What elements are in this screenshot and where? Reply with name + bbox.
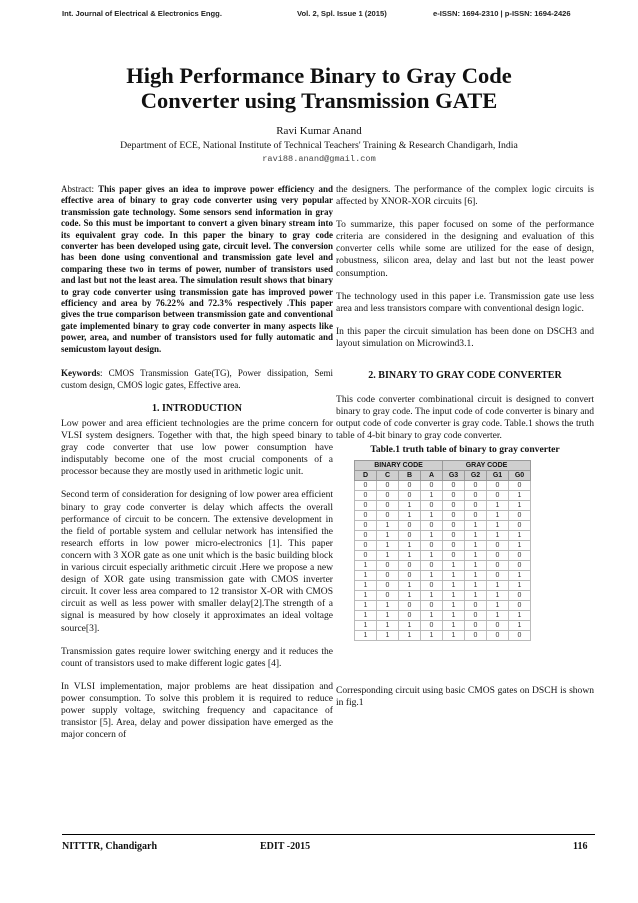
author-email: ravi88.anand@gmail.com [262, 154, 376, 164]
table-cell: 1 [509, 570, 531, 580]
table-cell: 1 [355, 620, 377, 630]
table-cell: 1 [377, 520, 399, 530]
table-cell: 0 [509, 550, 531, 560]
table-cell: 1 [443, 630, 465, 640]
journal-volume: Vol. 2, Spl. Issue 1 (2015) [297, 9, 387, 18]
table-cell: 1 [377, 630, 399, 640]
table-cell: 1 [377, 550, 399, 560]
table-cell: 0 [465, 480, 487, 490]
table-cell: 1 [465, 580, 487, 590]
table-cell: 0 [355, 490, 377, 500]
table-cell: 1 [399, 510, 421, 520]
table-cell: 1 [421, 590, 443, 600]
table-row [355, 520, 531, 530]
table-cell: 1 [421, 510, 443, 520]
truth-table-body [355, 480, 531, 640]
table-cell: 0 [509, 480, 531, 490]
table-cell: 1 [509, 530, 531, 540]
table-cell: 1 [465, 520, 487, 530]
table-cell: 0 [377, 560, 399, 570]
table-row [355, 500, 531, 510]
table-cell: 0 [421, 520, 443, 530]
table-cell: 1 [421, 630, 443, 640]
table-cell: 0 [443, 510, 465, 520]
table-cell: 0 [399, 480, 421, 490]
figure-reference-text: Corresponding circuit using basic CMOS gates on DSCH is shown in fig.1 [336, 684, 594, 708]
table-cell: 1 [421, 490, 443, 500]
table-cell: 1 [443, 590, 465, 600]
table-cell: 1 [509, 540, 531, 550]
table-cell: 1 [443, 570, 465, 580]
table-cell: 1 [355, 600, 377, 610]
table-cell: 0 [465, 600, 487, 610]
table-cell: 0 [355, 550, 377, 560]
journal-name: Int. Journal of Electrical & Electronics Engg. [62, 9, 222, 18]
table-cell: 0 [355, 540, 377, 550]
table-cell: 1 [443, 560, 465, 570]
table-cell: 0 [443, 500, 465, 510]
table-cell: 1 [465, 530, 487, 540]
table-cell: 0 [509, 520, 531, 530]
table-cell: 0 [443, 540, 465, 550]
truth-table [354, 460, 531, 641]
table-cell: 0 [421, 480, 443, 490]
table-cell: 1 [509, 610, 531, 620]
table-cell: 0 [443, 480, 465, 490]
table-cell: 1 [377, 530, 399, 540]
table-cell: 0 [377, 580, 399, 590]
table-cell: 1 [355, 610, 377, 620]
binary-code-header: BINARY CODE [355, 460, 443, 470]
paper-title [40, 63, 598, 113]
table-row [355, 590, 531, 600]
table-cell: 0 [421, 560, 443, 570]
table-cell: 0 [399, 490, 421, 500]
table-cell: 0 [487, 540, 509, 550]
table-cell: 0 [377, 480, 399, 490]
table-cell: 1 [421, 530, 443, 540]
table-cell: 1 [399, 620, 421, 630]
table-cell: 1 [509, 490, 531, 500]
table-cell: 0 [355, 510, 377, 520]
author-affiliation: Department of ECE, National Institute of Technical Teachers' Training & Research Chandigarh, India [120, 140, 518, 151]
table-cell: 0 [377, 500, 399, 510]
table-cell: 0 [355, 530, 377, 540]
table-row [355, 580, 531, 590]
table-cell: 0 [377, 590, 399, 600]
table-row [355, 530, 531, 540]
column-header: C [377, 470, 399, 480]
truth-table-column-row [355, 470, 531, 480]
title-line-1: High Performance Binary to Gray Code [126, 63, 512, 88]
table-cell: 0 [421, 580, 443, 590]
abstract [61, 184, 333, 355]
table-cell: 0 [509, 510, 531, 520]
table-row [355, 550, 531, 560]
column-header: B [399, 470, 421, 480]
table-cell: 0 [421, 540, 443, 550]
table-cell: 0 [465, 500, 487, 510]
table-cell: 1 [377, 540, 399, 550]
table-cell: 1 [399, 580, 421, 590]
keywords-text: : CMOS Transmission Gate(TG), Power dissipation, Semi custom design, CMOS logic gates, Effective area. [61, 368, 333, 390]
table-cell: 0 [487, 490, 509, 500]
table-cell: 1 [465, 570, 487, 580]
page-number: 116 [573, 841, 588, 852]
table-cell: 1 [487, 580, 509, 590]
section-heading-introduction: 1. INTRODUCTION [151, 402, 242, 414]
table-cell: 1 [487, 610, 509, 620]
table-cell: 1 [377, 610, 399, 620]
column-header: D [355, 470, 377, 480]
table-cell: 0 [509, 590, 531, 600]
table-cell: 0 [377, 570, 399, 580]
table-row [355, 560, 531, 570]
table-cell: 0 [377, 490, 399, 500]
table-cell: 1 [421, 610, 443, 620]
right-column [336, 184, 594, 709]
table-cell: 1 [465, 550, 487, 560]
keywords [61, 368, 333, 391]
table-caption: Table.1 truth table of binary to gray converter [370, 443, 560, 455]
table-cell: 0 [465, 490, 487, 500]
table-cell: 0 [421, 600, 443, 610]
column-header: G1 [487, 470, 509, 480]
table-cell: 1 [421, 550, 443, 560]
table-cell: 1 [355, 580, 377, 590]
converter-paragraph: This code converter combinational circuit is designed to convert binary to gray code. The input code of code converter is binary and output code of code converter is gray code. Table.1 shows the truth table of 4-bit binary to gray code converter. [336, 394, 594, 442]
table-cell: 0 [465, 630, 487, 640]
table-cell: 1 [487, 590, 509, 600]
column-header: G2 [465, 470, 487, 480]
table-cell: 0 [377, 510, 399, 520]
table-cell: 1 [443, 580, 465, 590]
table-cell: 1 [487, 510, 509, 520]
keywords-label: Keywords [61, 368, 100, 379]
table-cell: 0 [465, 610, 487, 620]
table-cell: 1 [421, 570, 443, 580]
table-cell: 0 [399, 610, 421, 620]
table-row [355, 620, 531, 630]
author-name: Ravi Kumar Anand [276, 125, 362, 137]
table-cell: 1 [487, 520, 509, 530]
column-header: A [421, 470, 443, 480]
table-cell: 1 [465, 540, 487, 550]
table-cell: 1 [399, 500, 421, 510]
table-cell: 0 [487, 560, 509, 570]
title-line-2: Converter using Transmission GATE [140, 88, 498, 113]
right-paragraph-4: In this paper the circuit simulation has been done on DSCH3 and layout simulation on Microwind3.1. [336, 325, 594, 349]
table-cell: 0 [509, 630, 531, 640]
table-cell: 1 [355, 560, 377, 570]
table-cell: 1 [399, 590, 421, 600]
table-row [355, 490, 531, 500]
table-cell: 0 [355, 480, 377, 490]
footer-institute: NITTTR, Chandigarh [62, 841, 158, 852]
section-heading-converter: 2. BINARY TO GRAY CODE CONVERTER [368, 370, 562, 382]
left-column [61, 184, 333, 741]
abstract-text: This paper gives an idea to improve power efficiency and effective area of binary to gray code converter using very popular transmission gate technology. Some sensors send information in gray code. So this must be important to convert a given binary stream into its equivalent gray code. In this paper the binary to gray code converter has been developed using gate, circuit level. The conversion has been done using conventional and transmission gate level and comparing these two in terms of power, number of transistors used and last but not the least area. The simulation result shows that binary to gray code converter using transmission gate has improved power efficiency and area by 76.22% and 72.3% respectively .This paper gives the true comparison between transmission gate and conventional gate implemented binary to gray code converter in many aspects like power, area, and number of transistors used for fully automatic and semicustom layout design. [61, 184, 333, 354]
table-cell: 0 [465, 620, 487, 630]
truth-table-group-row [355, 460, 531, 470]
table-cell: 0 [487, 620, 509, 630]
table-cell: 0 [443, 550, 465, 560]
table-cell: 1 [377, 620, 399, 630]
table-cell: 1 [487, 600, 509, 610]
right-paragraph-3: The technology used in this paper i.e. Transmission gate use less area and less transistors compare with conventional design logic. [336, 290, 594, 314]
column-header: G3 [443, 470, 465, 480]
table-cell: 0 [443, 490, 465, 500]
table-row [355, 600, 531, 610]
intro-paragraph-1: Low power and area efficient technologies are the prime concern for VLSI system designers. Together with that, the high speed binary to gray code converter that use low power consumption have indisputably become one of the most crucial components of a processor because they are mostly used in arithmetic logic unit. [61, 418, 333, 478]
table-cell: 0 [443, 520, 465, 530]
table-row [355, 540, 531, 550]
table-cell: 0 [509, 600, 531, 610]
column-header: G0 [509, 470, 531, 480]
table-cell: 1 [443, 600, 465, 610]
table-row [355, 510, 531, 520]
table-cell: 1 [377, 600, 399, 610]
table-cell: 0 [465, 510, 487, 520]
table-cell: 1 [487, 530, 509, 540]
table-cell: 0 [355, 520, 377, 530]
table-cell: 0 [399, 560, 421, 570]
table-row [355, 630, 531, 640]
table-cell: 0 [487, 550, 509, 560]
table-cell: 0 [355, 500, 377, 510]
table-cell: 0 [487, 630, 509, 640]
table-cell: 0 [509, 560, 531, 570]
table-cell: 0 [399, 570, 421, 580]
table-cell: 1 [355, 570, 377, 580]
table-row [355, 480, 531, 490]
table-cell: 1 [399, 630, 421, 640]
table-cell: 0 [487, 480, 509, 490]
table-cell: 1 [443, 610, 465, 620]
table-cell: 1 [465, 560, 487, 570]
table-cell: 1 [355, 590, 377, 600]
table-cell: 0 [487, 570, 509, 580]
table-cell: 0 [399, 520, 421, 530]
table-cell: 0 [399, 530, 421, 540]
table-cell: 1 [399, 540, 421, 550]
table-cell: 0 [443, 530, 465, 540]
table-cell: 1 [509, 500, 531, 510]
intro-paragraph-2: Second term of consideration for designing of low power area efficient binary to gray code converter is delay which affects the overall performance of circuit to be concern. The extensive development in the field of portable system and cellular network has intensified the research efforts in low power micro-electronics [1]. This paper concern with 3 XOR gate as one unit which is the basic building block in various circuit especially arithmetic circuit .Here we propose a new design of XOR gate using transmission gate with CMOS inverter circuit. It cover less area compared to 12 transistor X-OR with CMOS circuit as well as less power with smaller delay[2].The strength of a signal is measured by how closely it approximates an ideal voltage source[3]. [61, 489, 333, 634]
table-cell: 1 [465, 590, 487, 600]
table-cell: 0 [421, 620, 443, 630]
table-cell: 1 [509, 620, 531, 630]
table-cell: 0 [421, 500, 443, 510]
table-cell: 1 [399, 550, 421, 560]
table-cell: 0 [399, 600, 421, 610]
footer-rule [62, 834, 595, 835]
right-paragraph-2: To summarize, this paper focused on some of the performance criteria are considered in the designing and evaluation of this converter cells while some are utilized for the ease of design, robustness, silicon area, delay and last but not the least power consumption. [336, 219, 594, 279]
gray-code-header: GRAY CODE [443, 460, 531, 470]
abstract-label: Abstract: [61, 184, 99, 194]
intro-paragraph-3: Transmission gates require lower switching energy and it reduces the count of transistors used to make different logic gates [4]. [61, 645, 333, 669]
table-row [355, 570, 531, 580]
table-cell: 1 [355, 630, 377, 640]
table-cell: 1 [509, 580, 531, 590]
table-cell: 1 [443, 620, 465, 630]
right-paragraph-1: the designers. The performance of the complex logic circuits is affected by XNOR-XOR circuits [6]. [336, 184, 594, 208]
intro-paragraph-4: In VLSI implementation, major problems are heat dissipation and power consumption. To solve this problem it is required to reduce power supply voltage, switching frequency and capacitance of transistor [5]. Area, delay and power dissipation have emerged as the major concern of [61, 680, 333, 741]
table-cell: 1 [487, 500, 509, 510]
table-row [355, 610, 531, 620]
footer-conference: EDIT -2015 [260, 841, 311, 852]
journal-issn: e-ISSN: 1694-2310 | p-ISSN: 1694-2426 [433, 9, 571, 18]
